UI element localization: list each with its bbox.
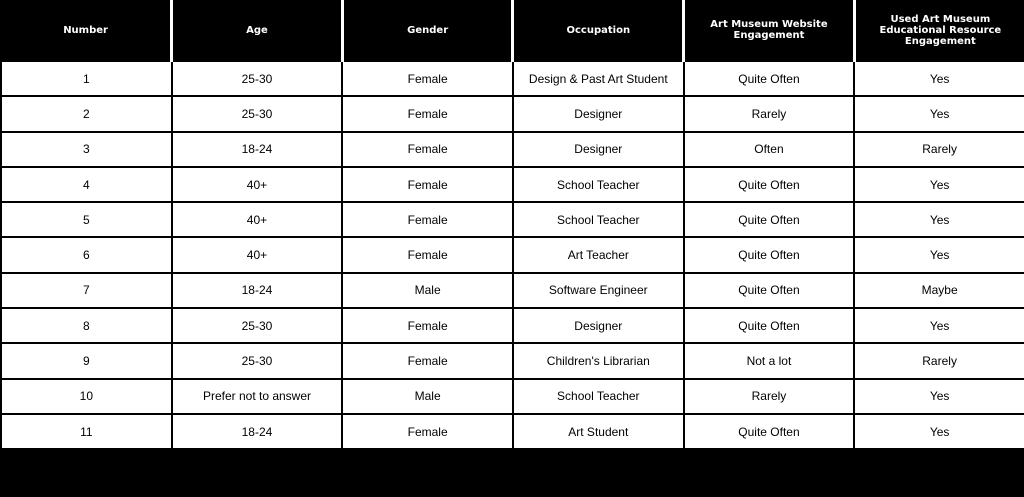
cell-gender: Female <box>342 96 513 131</box>
cell-age: 18-24 <box>172 273 343 308</box>
cell-gender: Female <box>342 414 513 449</box>
table-row <box>1 414 1024 449</box>
cell-website-engagement: Quite Often <box>684 237 855 272</box>
cell-number: 5 <box>1 202 172 237</box>
cell-age: 40+ <box>172 167 343 202</box>
cell-occupation: School Teacher <box>513 167 684 202</box>
cell-occupation: Designer <box>513 96 684 131</box>
cell-gender: Female <box>342 167 513 202</box>
cell-occupation: Art Student <box>513 414 684 449</box>
header-gender: Gender <box>342 0 513 61</box>
cell-gender: Female <box>342 237 513 272</box>
table-row <box>1 96 1024 131</box>
cell-resource-engagement: Rarely <box>854 132 1024 167</box>
cell-website-engagement: Quite Often <box>684 202 855 237</box>
table-row <box>1 343 1024 378</box>
header-number: Number <box>1 0 172 61</box>
table-row <box>1 167 1024 202</box>
cell-number: 4 <box>1 167 172 202</box>
cell-occupation: Designer <box>513 132 684 167</box>
cell-website-engagement: Quite Often <box>684 167 855 202</box>
cell-gender: Female <box>342 343 513 378</box>
header-age: Age <box>172 0 343 61</box>
cell-resource-engagement: Yes <box>854 167 1024 202</box>
cell-number: 2 <box>1 96 172 131</box>
table-header-row <box>1 0 1024 61</box>
cell-gender: Female <box>342 202 513 237</box>
cell-number: 10 <box>1 379 172 414</box>
header-website-engagement: Art Museum Website Engagement <box>684 0 855 61</box>
cell-age: 18-24 <box>172 414 343 449</box>
cell-occupation: Children's Librarian <box>513 343 684 378</box>
cell-occupation: Software Engineer <box>513 273 684 308</box>
cell-occupation: School Teacher <box>513 202 684 237</box>
cell-gender: Male <box>342 273 513 308</box>
cell-age: 18-24 <box>172 132 343 167</box>
table-row <box>1 308 1024 343</box>
cell-number: 3 <box>1 132 172 167</box>
cell-number: 11 <box>1 414 172 449</box>
cell-resource-engagement: Maybe <box>854 273 1024 308</box>
cell-number: 8 <box>1 308 172 343</box>
cell-website-engagement: Rarely <box>684 96 855 131</box>
table-row <box>1 379 1024 414</box>
cell-website-engagement: Often <box>684 132 855 167</box>
cell-website-engagement: Quite Often <box>684 308 855 343</box>
cell-number: 6 <box>1 237 172 272</box>
cell-occupation: Design & Past Art Student <box>513 61 684 96</box>
cell-occupation: Designer <box>513 308 684 343</box>
cell-resource-engagement: Yes <box>854 202 1024 237</box>
cell-age: Prefer not to answer <box>172 379 343 414</box>
cell-occupation: Art Teacher <box>513 237 684 272</box>
cell-age: 25-30 <box>172 61 343 96</box>
table-row <box>1 273 1024 308</box>
header-occupation: Occupation <box>513 0 684 61</box>
table-row <box>1 202 1024 237</box>
cell-age: 40+ <box>172 237 343 272</box>
cell-age: 40+ <box>172 202 343 237</box>
header-educational-resource-engagement: Used Art Museum Educational Resource Engagement <box>854 0 1024 61</box>
cell-gender: Female <box>342 308 513 343</box>
table-row <box>1 61 1024 96</box>
cell-age: 25-30 <box>172 308 343 343</box>
cell-website-engagement: Rarely <box>684 379 855 414</box>
table-row <box>1 132 1024 167</box>
cell-number: 7 <box>1 273 172 308</box>
cell-gender: Male <box>342 379 513 414</box>
cell-website-engagement: Not a lot <box>684 343 855 378</box>
cell-number: 9 <box>1 343 172 378</box>
cell-resource-engagement: Yes <box>854 379 1024 414</box>
cell-age: 25-30 <box>172 96 343 131</box>
table-row <box>1 237 1024 272</box>
cell-website-engagement: Quite Often <box>684 414 855 449</box>
cell-resource-engagement: Yes <box>854 61 1024 96</box>
cell-occupation: School Teacher <box>513 379 684 414</box>
cell-resource-engagement: Yes <box>854 414 1024 449</box>
cell-website-engagement: Quite Often <box>684 273 855 308</box>
cell-website-engagement: Quite Often <box>684 61 855 96</box>
cell-resource-engagement: Rarely <box>854 343 1024 378</box>
cell-age: 25-30 <box>172 343 343 378</box>
cell-resource-engagement: Yes <box>854 308 1024 343</box>
cell-gender: Female <box>342 132 513 167</box>
cell-resource-engagement: Yes <box>854 237 1024 272</box>
cell-number: 1 <box>1 61 172 96</box>
cell-resource-engagement: Yes <box>854 96 1024 131</box>
cell-gender: Female <box>342 61 513 96</box>
